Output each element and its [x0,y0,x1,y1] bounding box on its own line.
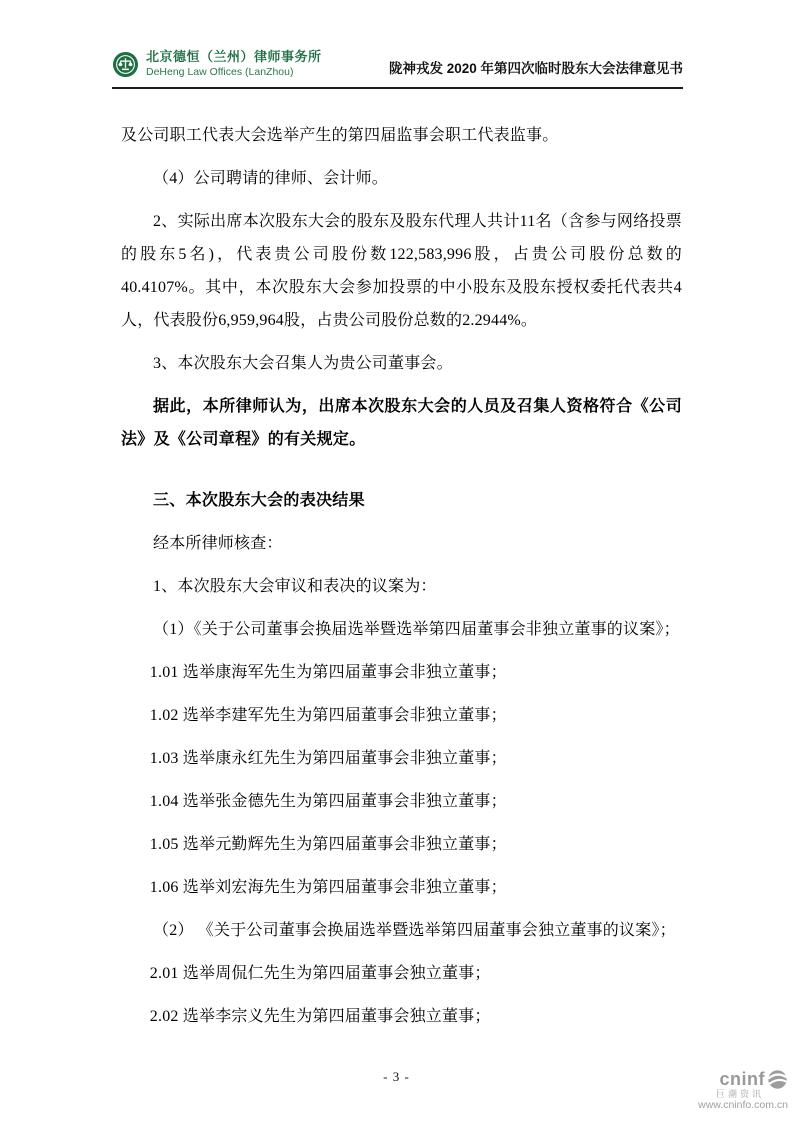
header-divider [112,87,683,89]
paragraph-proposal-1-02: 1.02 选举李建军先生为第四届董事会非独立董事； [149,707,507,724]
cninfo-brand-text: cninf [719,1068,765,1089]
firm-name-english: DeHeng Law Offices (LanZhou) [146,65,294,78]
paragraph-proposal-1: （1）《关于公司董事会换届选举暨选举第四届董事会非独立董事的议案》； [153,621,680,638]
document-body [121,119,682,1043]
law-firm-block [112,50,322,78]
page-header [112,50,683,78]
firm-names [146,50,322,78]
paragraph-proposal-1-04: 1.04 选举张金德先生为第四届董事会非独立董事； [149,793,507,810]
page-number: - 3 - [383,1069,410,1084]
paragraph-verified: 经本所律师核查： [153,535,283,552]
paragraph-proposal-1-05: 1.05 选举元勤辉先生为第四届董事会非独立董事； [149,836,507,853]
cninfo-brand-row [698,1069,788,1090]
cninfo-url: www.cninfo.com.cn [698,1098,788,1111]
paragraph-continuation: 及公司职工代表大会选举产生的第四届监事会职工代表监事。 [121,127,559,144]
paragraph-proposals-intro: 1、本次股东大会审议和表决的议案为： [153,578,437,595]
paragraph-lawyer-opinion: 据此，本所律师认为，出席本次股东大会的人员及召集人资格符合《公司法》及《公司章程》的有关规定。 [121,398,682,448]
section-heading-voting-results: 三、本次股东大会的表决结果 [153,492,365,509]
paragraph-attendance: 2、实际出席本次股东大会的股东及股东代理人共计11名（含参与网络投票的股东5名)，代表贵公司股份数122,583,996股，占贵公司股份总数的40.4107%。其中，本次股东大会参加投票的中小股东及股东授权委托代表共4人，代表股份6,959,964股，占贵公司股份总数的2.2944%。 [121,213,682,329]
paragraph-proposal-1-03: 1.03 选举康永红先生为第四届董事会非独立董事； [149,750,507,767]
firm-name-chinese: 北京德恒（兰州）律师事务所 [146,49,322,64]
paragraph-proposal-2-01: 2.01 选举周侃仁先生为第四届董事会独立董事； [149,965,491,982]
paragraph-proposal-2-02: 2.02 选举李宗义先生为第四届董事会独立董事； [149,1008,491,1025]
deheng-seal-icon [112,51,139,78]
document-title: 陇神戎发 2020 年第四次临时股东大会法律意见书 [388,61,683,76]
paragraph-proposal-2: （2） 《关于公司董事会换届选举暨选举第四届董事会独立董事的议案》； [153,922,676,939]
cninfo-chinese-name: 巨潮资讯 [715,1088,764,1099]
paragraph-item-4: （4）公司聘请的律师、会计师。 [153,170,389,187]
paragraph-proposal-1-06: 1.06 选举刘宏海先生为第四届董事会非独立董事； [149,879,507,896]
paragraph-proposal-1-01: 1.01 选举康海军先生为第四届董事会非独立董事； [149,664,507,681]
cninfo-watermark [698,1069,788,1111]
paragraph-convener: 3、本次股东大会召集人为贵公司董事会。 [153,355,453,372]
cninfo-globe-icon [767,1069,788,1090]
